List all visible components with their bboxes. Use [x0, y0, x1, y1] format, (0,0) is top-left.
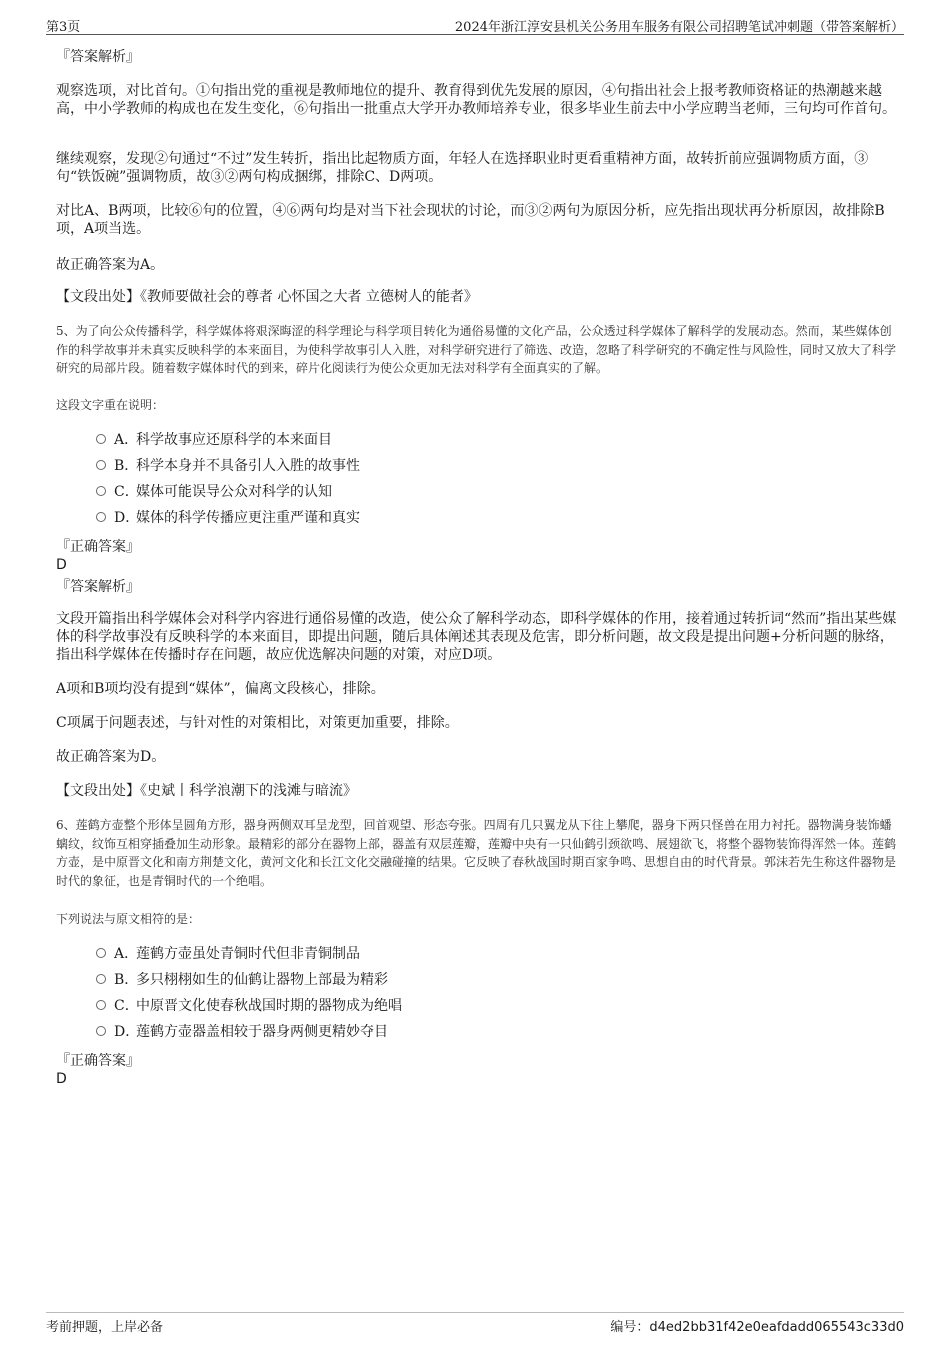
q6-question: 下列说法与原文相符的是： [56, 912, 201, 926]
radio-icon[interactable] [96, 460, 106, 470]
q6-option-b[interactable]: B．多只栩栩如生的仙鹤让器物上部最为精彩 [96, 970, 388, 990]
q4-source: 【文段出处】《教师要做社会的尊者 心怀国之大者 立德树人的能者》 [56, 289, 478, 305]
q5-analysis-paragraph: C项属于问题表述，与针对性的对策相比，对策更加重要，排除。 [56, 715, 459, 731]
radio-icon[interactable] [96, 512, 106, 522]
page-number: 第3页 [46, 20, 81, 35]
code-label: 编号： [610, 1320, 650, 1335]
q4-analysis-paragraph: 观察选项，对比首句。①句指出党的重视是教师地位的提升、教育得到优先发展的原因，④句指出社会上报考教师资格证的热潮越来越高，中小学教师的构成也在发生变化，⑥句指出一批重点大学开办教师培养专业，很多毕业生前去中小学应聘当老师，三句均可作首句。 [56, 83, 896, 117]
q5-option-d[interactable]: D．媒体的科学传播应更注重严谨和真实 [96, 508, 360, 528]
page-header [46, 14, 904, 35]
q5-analysis-label: 『答案解析』 [56, 579, 140, 595]
q5-option-a[interactable]: A．科学故事应还原科学的本来面目 [96, 430, 332, 450]
q4-analysis-label: 『答案解析』 [56, 49, 140, 65]
radio-icon[interactable] [96, 1000, 106, 1010]
footer-slogan: 考前押题，上岸必备 [46, 1320, 164, 1335]
q4-analysis-paragraph: 对比A、B两项，比较⑥句的位置，④⑥两句均是对当下社会现状的讨论，而③②两句为原因分析，应先指出现状再分析原因，故排除B项，A项当选。 [56, 203, 885, 237]
q5-analysis-paragraph: A项和B项均没有提到“媒体”，偏离文段核心，排除。 [56, 681, 385, 697]
q6-option-d[interactable]: D．莲鹤方壶器盖相较于器身两侧更精妙夺目 [96, 1022, 388, 1042]
q6-stem: 6、莲鹤方壶整个形体呈圆角方形，器身两侧双耳呈龙型，回首观望、形态夸张。四周有几只翼龙从下往上攀爬，器身下两只怪兽在用力衬托。器物满身装饰蟠螭纹，纹饰互相穿插叠加生动形象。最精彩的部分在器物上部，器盖有双层莲瓣，莲瓣中央有一只仙鹤引颈欲鸣、展翅欲飞，将整个器物装饰得浑然一体。莲鹤方壶，是中原晋文化和南方荆楚文化，黄河文化和长江文化交融碰撞的结果。它反映了春秋战国时期百家争鸣、思想自由的时代背景。郭沫若先生称这件器物是时代的象征，也是青铜时代的一个绝唱。 [56, 818, 897, 888]
page-footer [46, 1312, 904, 1333]
radio-icon[interactable] [96, 486, 106, 496]
q5-option-b[interactable]: B．科学本身并不具备引人入胜的故事性 [96, 456, 360, 476]
q5-question: 这段文字重在说明： [56, 398, 165, 412]
q6-option-a[interactable]: A．莲鹤方壶虽处青铜时代但非青铜制品 [96, 944, 360, 964]
q5-correct-answer: D [56, 557, 67, 573]
q6-option-c[interactable]: C．中原晋文化使春秋战国时期的器物成为绝唱 [96, 996, 402, 1016]
q5-analysis-paragraph: 文段开篇指出科学媒体会对科学内容进行通俗易懂的改造，使公众了解科学动态，即科学媒体的作用，接着通过转折词“然而”指出某些媒体的科学故事没有反映科学的本来面目，即提出问题，随后具体阐述其表现及危害，即分析问题，故文段是提出问题+分析问题的脉络，指出科学媒体在传播时存在问题，故应优选解决问题的对策，对应D项。 [56, 611, 897, 663]
q6-correct-label: 『正确答案』 [56, 1053, 140, 1069]
q4-analysis-paragraph: 继续观察，发现②句通过“不过”发生转折，指出比起物质方面，年轻人在选择职业时更看重精神方面，故转折前应强调物质方面，③句“铁饭碗”强调物质，故③②两句构成捆绑，排除C、D两项。 [56, 151, 869, 185]
q6-correct-answer: D [56, 1071, 67, 1087]
q5-correct-label: 『正确答案』 [56, 539, 140, 555]
q5-option-c[interactable]: C．媒体可能误导公众对科学的认知 [96, 482, 332, 502]
radio-icon[interactable] [96, 434, 106, 444]
radio-icon[interactable] [96, 948, 106, 958]
q5-stem: 5、为了向公众传播科学，科学媒体将艰深晦涩的科学理论与科学项目转化为通俗易懂的文化产品，公众透过科学媒体了解科学的发展动态。然而，某些媒体创作的科学故事并未真实反映科学的本来面目，为使科学故事引人入胜，对科学研究进行了筛选、改造，忽略了科学研究的不确定性与风险性，同时又放大了科学研究的局部片段。随着数字媒体时代的到来，碎片化阅读行为使公众更加无法对科学有全面真实的了解。 [56, 324, 897, 375]
radio-icon[interactable] [96, 974, 106, 984]
q4-conclusion: 故正确答案为A。 [56, 257, 165, 273]
radio-icon[interactable] [96, 1026, 106, 1036]
q5-source: 【文段出处】《史斌丨科学浪潮下的浅滩与暗流》 [56, 783, 357, 799]
document-title: 2024年浙江淳安县机关公务用车服务有限公司招聘笔试冲刺题（带答案解析） [454, 20, 904, 35]
document-code [610, 1316, 904, 1335]
code-value: d4ed2bb31f42e0eafdadd065543c33d0 [649, 1320, 904, 1335]
q5-conclusion: 故正确答案为D。 [56, 749, 166, 765]
